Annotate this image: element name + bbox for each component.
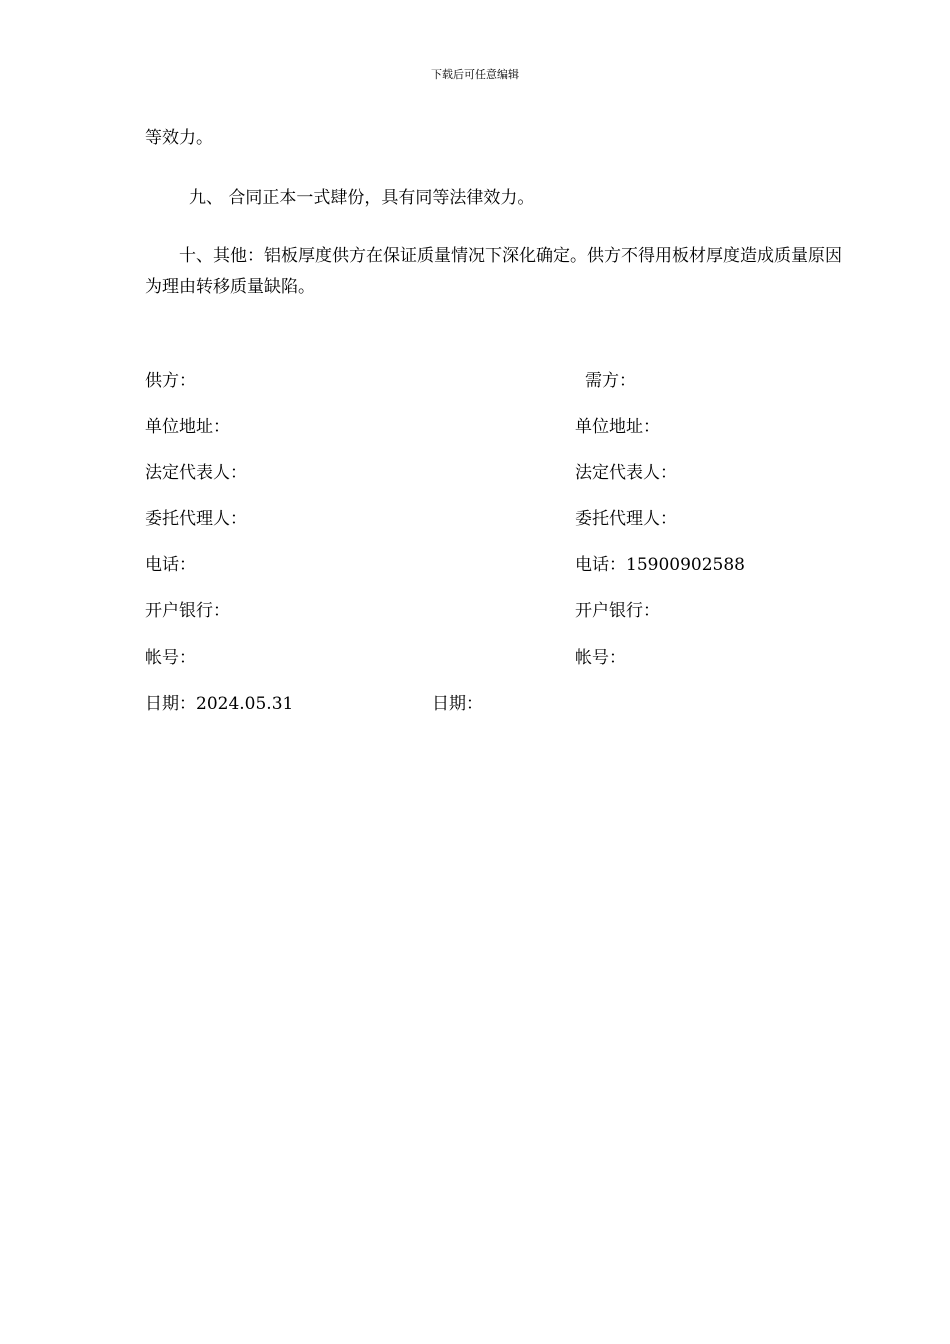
supplier-agent-label: 委托代理人： [145,509,247,529]
supplier-label: 供方： [145,371,196,391]
continuation-text: 等效力。 [145,128,213,148]
buyer-label: 需方： [585,371,636,391]
buyer-address-label: 单位地址： [575,417,660,437]
supplier-phone-label: 电话： [145,555,196,575]
buyer-bank-label: 开户银行： [575,601,660,621]
supplier-legal-rep-label: 法定代表人： [145,463,247,483]
supplier-date: 日期：2024.05.31 [145,694,294,714]
supplier-address-label: 单位地址： [145,417,230,437]
buyer-date-label: 日期： [432,694,483,714]
buyer-legal-rep-label: 法定代表人： [575,463,677,483]
clause-nine: 九、 合同正本一式肆份，具有同等法律效力。 [189,188,535,208]
clause-ten: 十、其他：铝板厚度供方在保证质量情况下深化确定。供方不得用板材厚度造成质量原因为理由转移质量缺陷。 [145,246,842,297]
buyer-phone: 电话：15900902588 [575,555,745,575]
supplier-account-label: 帐号： [145,648,196,668]
buyer-agent-label: 委托代理人： [575,509,677,529]
supplier-bank-label: 开户银行： [145,601,230,621]
buyer-account-label: 帐号： [575,648,626,668]
page-header: 下载后可任意编辑 [431,68,519,81]
